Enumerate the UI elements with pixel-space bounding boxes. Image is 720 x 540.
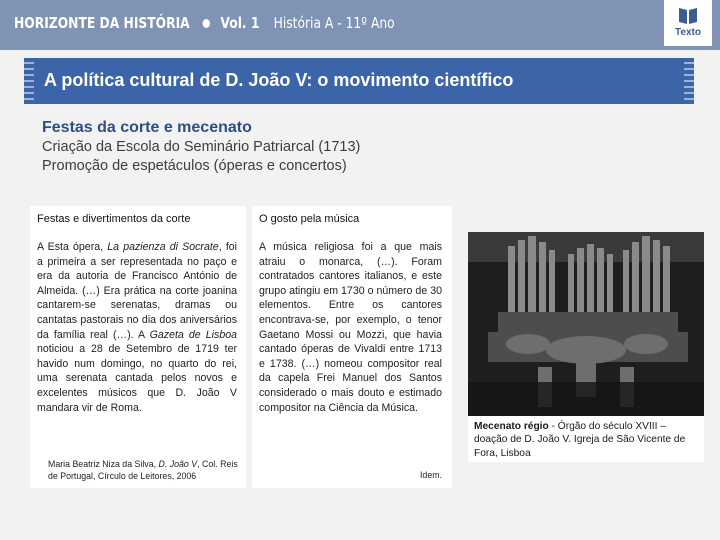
gazette-title: Gazeta de Lisboa xyxy=(149,328,237,341)
source-citation xyxy=(48,458,240,482)
volume-label: Vol. 1 xyxy=(220,14,260,32)
image-caption xyxy=(474,420,700,460)
top-bar xyxy=(0,0,720,50)
publisher-logo[interactable] xyxy=(664,0,712,46)
brand-title: HORIZONTE DA HISTÓRIA xyxy=(14,14,190,32)
card-title: O gosto pela música xyxy=(259,213,360,225)
card-text xyxy=(37,240,237,415)
bullet-dot xyxy=(202,19,209,28)
text-segment: noticiou a 28 de Setembro de 1719 ter havido num domingo, no quarto do rei, uma serenata cantada pelos novos e excelentes músicos que D. João V mandara vir de Roma. xyxy=(37,343,237,414)
section-line-1: Criação da Escola do Seminário Patriarcal (1713) xyxy=(42,139,361,155)
source-rest: , Col. Reis de Portugal, Círculo de Leitores, 2006 xyxy=(48,459,238,481)
banner-edge-left xyxy=(24,58,34,104)
section-line-2: Promoção de espetáculos (óperas e concertos) xyxy=(42,158,347,174)
text-segment: A Esta ópera, xyxy=(37,241,108,253)
logo-text: Texto xyxy=(675,27,701,38)
card-title: Festas e divertimentos da corte xyxy=(37,213,191,225)
section-heading: Festas da corte e mecenato xyxy=(42,119,252,136)
brand-line xyxy=(14,14,395,32)
subject-label: História A - 11º Ano xyxy=(273,14,395,32)
source-citation: Idem. xyxy=(419,470,442,480)
slide-title-banner xyxy=(28,58,690,104)
slide-title: A política cultural de D. João V: o movimento científico xyxy=(44,70,514,90)
caption-rest: - Órgão do século XVIII – doação de D. João V. Igreja de São Vicente de Fora, Lisboa xyxy=(474,421,686,459)
source-author: Maria Beatriz Niza da Silva, xyxy=(48,459,159,469)
music-taste-card xyxy=(252,206,452,488)
card-text: A música religiosa foi a que mais atraiu o monarca, (…). Foram contratados cantores italianos, e este grupo atingiu em 1730 o número de 30 elementos. Entre os cantores encontrava-se, por exemplo, o tenor Gaetano Mossi ou Mozzi, que havia cantado óperas de Vivaldi entre 1713 e 1738. (…) nomeou compositor real da capela Frei Manuel dos Santos considerado o mais douto e estimado compositor na Ciência da Música. xyxy=(259,241,442,414)
organ-image-card xyxy=(468,232,704,462)
banner-edge-right xyxy=(684,58,694,104)
opera-title: La pazienza di Socrate xyxy=(107,241,219,253)
court-festivities-card xyxy=(30,206,246,488)
text-segment: , foi a primeira a ser representada no paço e era da autoria de Francisco António de Almeida. (…) Era prática na corte joanina cantarem-se serenatas, dramas ou cantatas pastorais no dia dos aniversários da família real (…). A xyxy=(37,241,238,341)
organ-photo xyxy=(468,232,704,416)
source-book: D. João V xyxy=(158,459,198,469)
caption-bold: Mecenato régio xyxy=(474,421,549,432)
book-icon xyxy=(677,6,699,26)
